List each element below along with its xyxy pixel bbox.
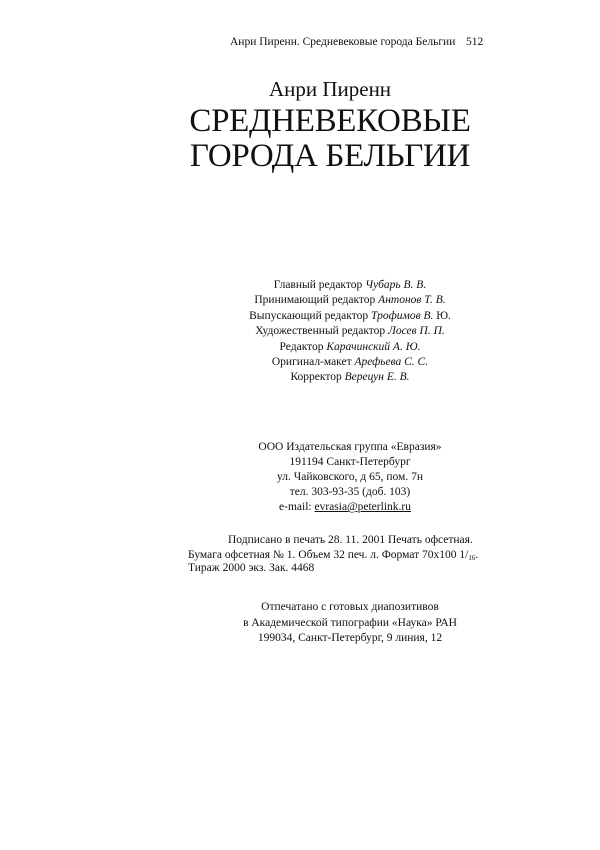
publisher-street: ул. Чайковского, д 65, пом. 7н (277, 471, 423, 483)
publisher-phone: тел. 303-93-35 (доб. 103) (289, 486, 411, 498)
credit-row (200, 278, 500, 293)
credit-person: Чубарь В. В. (365, 279, 427, 291)
credit-person: Антонов Т. В. (378, 294, 446, 307)
print-info-line-3: Тираж 2000 экз. Зак. 4468 (188, 562, 315, 574)
email-link[interactable]: evrasia@peterlink.ru (314, 501, 411, 513)
running-header: Анри Пиренн. Средневековые города Бельгии (230, 36, 456, 48)
credit-person: Карачинский А. Ю. (326, 340, 421, 353)
credit-row (200, 355, 500, 370)
format-subscript: 16 (468, 554, 476, 562)
author-name: Анри Пиренн (268, 77, 392, 101)
credit-role: Оригинал-макет (271, 356, 352, 369)
credit-person: Арефьева С. С. (354, 356, 429, 369)
publisher-name: ООО Издательская группа «Евразия» (258, 441, 442, 453)
editorial-credits (200, 278, 500, 386)
page-number: 512 (466, 36, 484, 48)
format-text: Бумага офсетная № 1. Объем 32 печ. л. Формат 70x100 1/ (188, 549, 469, 561)
credit-role: Редактор (279, 340, 324, 353)
publisher-email-row (230, 500, 470, 515)
email-label: e-mail: (279, 501, 315, 513)
typography-line-2: в Академической типографии «Наука» РАН (243, 616, 457, 629)
credit-person: Верецун Е. В. (344, 371, 410, 384)
credit-row (200, 340, 500, 355)
publisher-block (230, 440, 470, 515)
typography-line-3: 199034, Санкт-Петербург, 9 линия, 12 (257, 632, 443, 644)
print-info-line-1: Подписано в печать 28. 11. 2001 Печать офсетная. (228, 534, 473, 546)
credit-role: Корректор (290, 371, 342, 384)
credit-role: Художественный редактор (255, 325, 386, 338)
credit-row (200, 324, 500, 339)
book-title-line-2: ГОРОДА БЕЛЬГИИ (189, 138, 471, 174)
credit-row (200, 293, 500, 308)
credit-role: Главный редактор (273, 279, 363, 291)
credit-person: Лосев П. П. (388, 325, 445, 338)
credit-row (200, 370, 500, 385)
credit-person: Трофимов В. (370, 309, 434, 322)
typography-block (200, 600, 500, 647)
book-title-line-1: СРЕДНЕВЕКОВЫЕ (189, 103, 471, 139)
credit-role: Принимающий редактор (254, 294, 376, 307)
publisher-postal: 191194 Санкт-Петербург (289, 456, 411, 468)
typography-line-1: Отпечатано с готовых диапозитивов (261, 601, 439, 613)
credit-role: Выпускающий редактор (249, 309, 369, 322)
format-end: . (475, 549, 479, 561)
credit-row (200, 309, 500, 324)
credit-suffix: Ю. (433, 309, 451, 322)
